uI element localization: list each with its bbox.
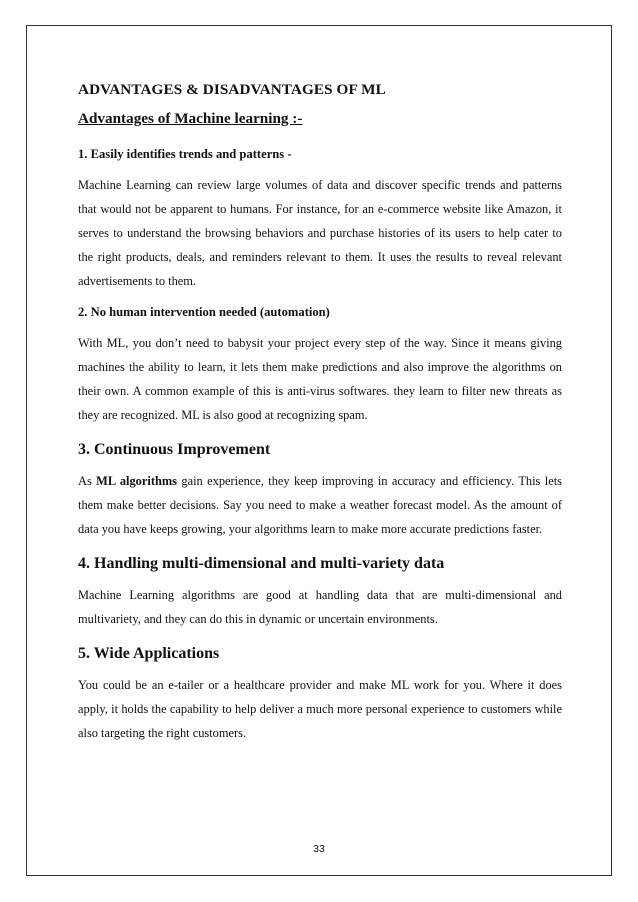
page-title: ADVANTAGES & DISADVANTAGES OF ML <box>78 81 386 98</box>
section-4-heading: 4. Handling multi-dimensional and multi-variety data <box>78 555 445 572</box>
page-content <box>78 80 562 745</box>
section-5-body: You could be an e-tailer or a healthcare provider and make ML work for you. Where it does apply, it holds the capability to help deliver a much more personal experience to customers while also targeting the right customers. <box>78 678 562 740</box>
section-3-body-prefix: As <box>78 474 97 488</box>
page-number: 33 <box>313 843 325 855</box>
section-1-body: Machine Learning can review large volumes of data and discover specific trends and patterns that would not be apparent to humans. For instance, for an e-commerce website like Amazon, it serves to understand the browsing behaviors and purchase histories of its users to help cater to the right products, deals, and reminders relevant to them. It uses the results to reveal relevant advertisements to them. <box>78 178 562 288</box>
section-3-body <box>78 469 562 541</box>
section-4-body: Machine Learning algorithms are good at handling data that are multi-dimensional and multivariety, and they can do this in dynamic or uncertain environments. <box>78 588 562 626</box>
section-3-body-rest: gain experience, they keep improving in accuracy and efficiency. This lets them make better decisions. Say you need to make a weather forecast model. As the amount of data you have keeps growing, your algorithms learn to make more accurate predictions faster. <box>78 474 562 536</box>
section-1-heading: 1. Easily identifies trends and patterns - <box>78 147 292 161</box>
section-2-body: With ML, you don’t need to babysit your project every step of the way. Since it means giving machines the ability to learn, it lets them make predictions and also improve the algorithms on their own. A common example of this is anti-virus softwares. they learn to filter new threats as they are recognized. ML is also good at recognizing spam. <box>78 336 562 422</box>
section-3-body-bold: ML algorithms <box>96 474 177 488</box>
page-subtitle: Advantages of Machine learning :- <box>78 110 303 127</box>
section-5-heading: 5. Wide Applications <box>78 645 220 662</box>
section-3-heading: 3. Continuous Improvement <box>78 441 271 458</box>
section-2-heading: 2. No human intervention needed (automation) <box>78 305 330 319</box>
